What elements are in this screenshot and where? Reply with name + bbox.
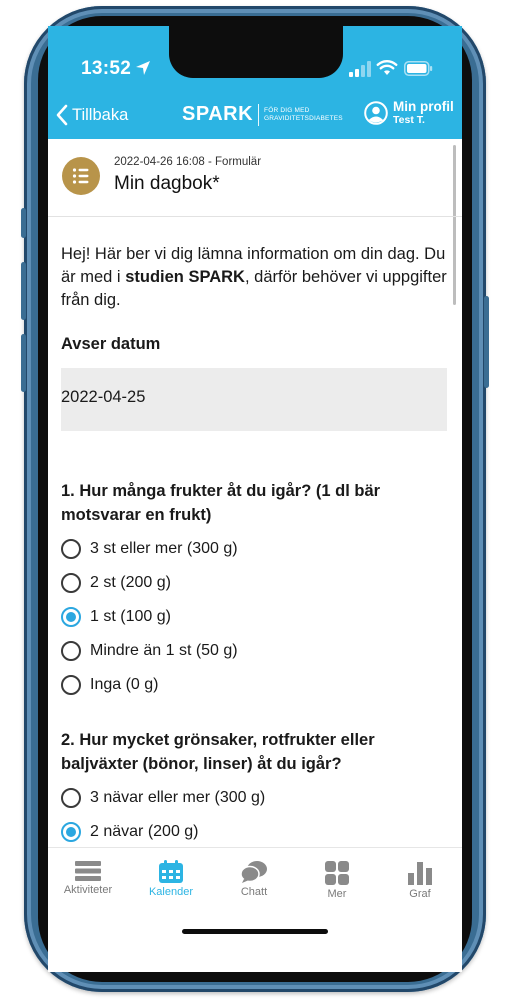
date-value: 2022-04-25 [61,388,146,406]
app-header [48,26,462,139]
form-list-icon [62,157,100,195]
tab-label: Chatt [240,886,268,898]
option-label: 2 st (200 g) [90,574,171,591]
profile-label: Min profil [393,99,454,114]
tab-label: Aktiviteter [63,884,113,896]
location-arrow-icon [135,60,151,76]
q1-option-5[interactable] [61,673,158,697]
form-content[interactable] [48,139,462,847]
tab-chatt[interactable] [214,860,294,898]
question-1: 1. Hur många frukter åt du igår? (1 dl bär motsvarar en frukt) [61,482,381,524]
wifi-icon [377,60,397,76]
q1-option-1[interactable] [61,537,238,561]
date-field[interactable] [61,368,447,431]
battery-icon [404,61,433,76]
q1-option-4[interactable] [61,639,238,663]
notch [169,26,343,78]
tab-kalender[interactable] [131,860,211,898]
intro-text [61,243,451,312]
tab-aktiviteter[interactable] [48,860,128,896]
logo-tagline [264,107,343,123]
power-button [484,296,489,388]
tab-label: Kalender [148,886,194,898]
tab-mer[interactable] [297,860,377,900]
option-label: Inga (0 g) [90,676,159,693]
entry-title: Min dagbok* [114,173,220,194]
option-label: Mindre än 1 st (50 g) [90,642,238,659]
status-time: 13:52 [81,58,132,79]
screen [48,26,462,972]
logo-word: SPARK [182,103,254,125]
question-2: 2. Hur mycket grönsaker, rotfrukter eller baljväxter (bönor, linser) åt du igår? [61,731,375,773]
radio-button[interactable] [61,539,81,559]
volume-up-button [21,262,26,320]
back-label: Tillbaka [72,105,129,124]
option-label: 2 nävar (200 g) [90,823,199,840]
chat-icon [240,860,268,884]
q1-option-2[interactable] [61,571,171,595]
list-icon [74,860,102,882]
bar-chart-icon [407,860,433,886]
entry-meta: 2022-04-26 16:08 - Formulär [114,156,262,168]
option-label: 3 nävar eller mer (300 g) [90,789,266,806]
tab-label: Mer [327,888,347,900]
radio-button[interactable] [61,788,81,808]
grid-icon [324,860,350,886]
logo-tagline-line-2: GRAVIDITETSDIABETES [264,114,343,122]
radio-button[interactable] [61,573,81,593]
intro-bold: studien SPARK [125,268,245,286]
chevron-left-icon [56,104,68,126]
option-label: 1 st (100 g) [90,608,171,625]
radio-button[interactable] [61,675,81,695]
home-indicator[interactable] [182,929,328,934]
intro-part-1: Hej! Här ber vi dig lämna information om din dag. Du är med i [61,245,446,286]
q2-option-2[interactable] [61,820,199,844]
q2-option-1[interactable] [61,786,265,810]
profile-text [393,100,454,126]
radio-button-selected[interactable] [61,822,81,842]
mute-switch [21,208,26,238]
user-avatar-icon [364,101,388,125]
profile-button[interactable] [364,100,454,126]
entry-header [48,139,462,217]
cellular-signal-icon [349,61,371,77]
bottom-tab-bar [48,847,462,972]
volume-down-button [21,334,26,392]
back-button[interactable] [56,100,128,130]
profile-user: Test T. [393,114,425,126]
intro-part-2: , därför behöver vi uppgifter från dig. [61,268,447,309]
spark-logo [182,103,343,126]
date-label: Avser datum [61,335,161,353]
logo-separator [258,104,259,126]
calendar-icon [158,860,184,884]
tab-label: Graf [409,888,431,900]
radio-button-selected[interactable] [61,607,81,627]
radio-button[interactable] [61,641,81,661]
q1-option-3[interactable] [61,605,171,629]
option-label: 3 st eller mer (300 g) [90,540,238,557]
tab-graf[interactable] [380,860,460,900]
logo-tagline-line-1: FÖR DIG MED [264,106,310,114]
